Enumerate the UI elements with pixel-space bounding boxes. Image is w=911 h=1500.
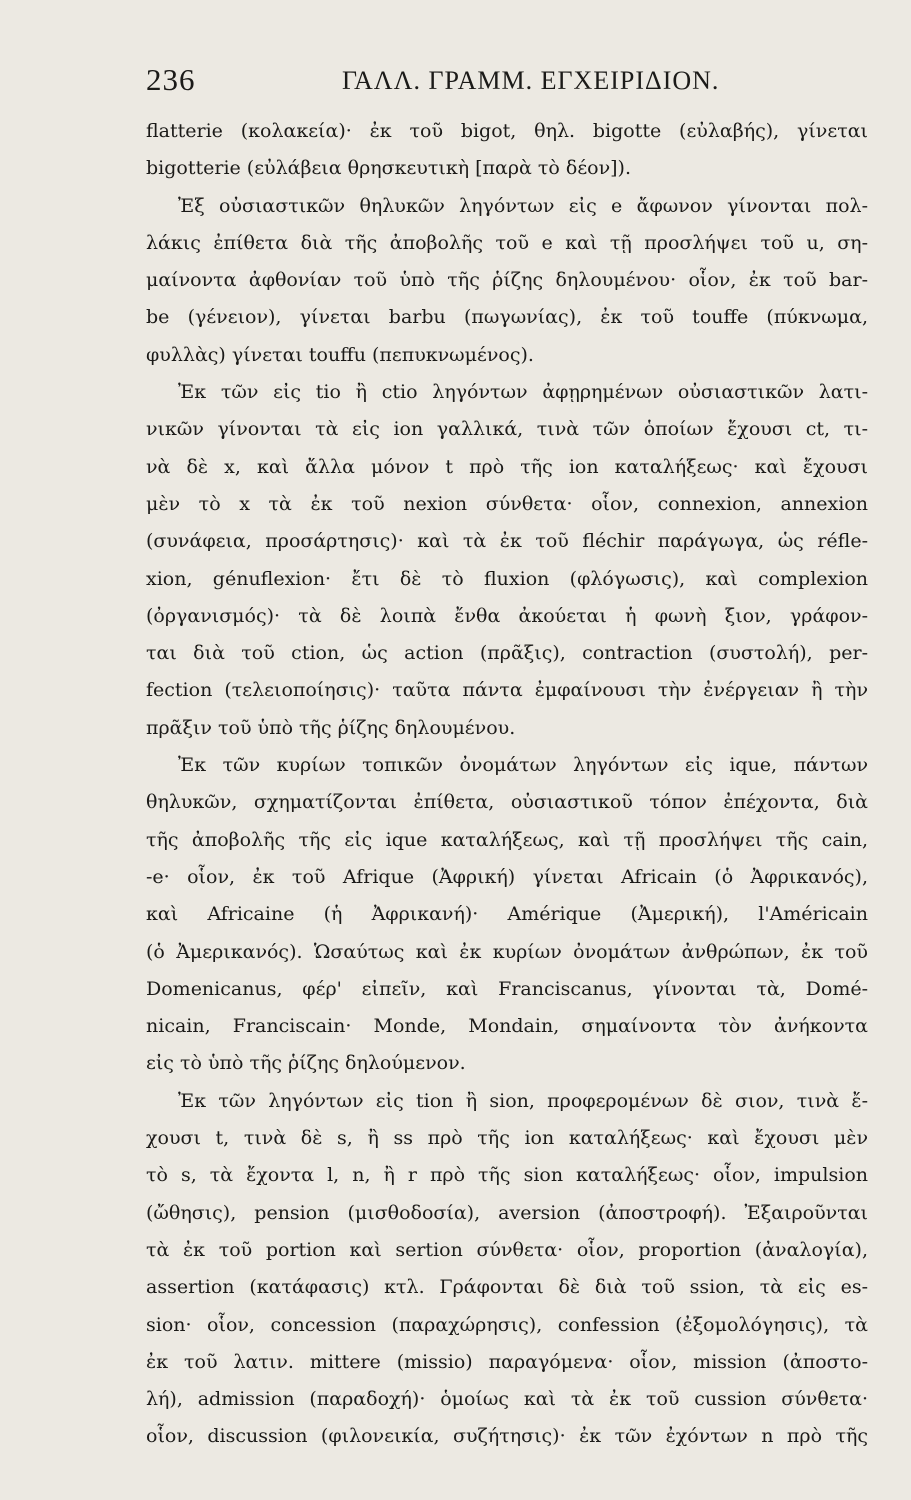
text-line: fection (τελειοποίησις)· ταῦτα πάντα ἐμφαίνουσι τὴν ἐνέργειαν ἢ τὴν (146, 679, 868, 702)
text-line: τὸ s, τὰ ἔχοντα l, n, ἢ r πρὸ τῆς sion καταλήξεως· οἷον, impulsion (146, 1164, 868, 1187)
text-line: χουσι t, τινὰ δὲ s, ἢ ss πρὸ τῆς ion καταλήξεως· καὶ ἔχουσι μὲν (146, 1127, 868, 1150)
text-line: flatterie (κολακεία)· ἐκ τοῦ bigot, θηλ. bigotte (εὐλαβής), γίνεται (146, 120, 868, 142)
text-line: ἐκ τοῦ λατιν. mittere (missio) παραγόμενα· οἷον, mission (ἀποστο- (146, 1350, 868, 1373)
text-line: assertion (κατάφασις) κτλ. Γράφονται δὲ διὰ τοῦ ssion, τὰ εἰς es- (146, 1276, 868, 1299)
text-line: nicain, Franciscain· Monde, Mondain, σημαίνοντα τὸν ἀνήκοντα (146, 1015, 868, 1038)
text-line: Ἐξ οὐσιαστικῶν θηλυκῶν ληγόντων εἰς e ἄφωνον γίνονται πολ- (178, 194, 868, 217)
text-line: λάκις ἐπίθετα διὰ τῆς ἀποβολῆς τοῦ e καὶ τῇ προσλήψει τοῦ u, ση- (146, 231, 868, 254)
text-line: νικῶν γίνονται τὰ εἰς ion γαλλικά, τινὰ τῶν ὁποίων ἔχουσι ct, τι- (146, 418, 868, 441)
text-line: νὰ δὲ x, καὶ ἄλλα μόνον t πρὸ τῆς ion καταλήξεως· καὶ ἔχουσι (146, 455, 868, 478)
text-line: καὶ Africaine (ἡ Ἀφρικανή)· Amérique (Ἀμερική), l'Américain (146, 903, 868, 926)
page-header (146, 62, 866, 102)
text-line: ται διὰ τοῦ ction, ὡς action (πρᾶξις), contraction (συστολή), per- (146, 642, 868, 665)
text-line: (συνάφεια, προσάρτησις)· καὶ τὰ ἐκ τοῦ fléchir παράγωγα, ὡς réfle- (146, 530, 868, 553)
text-line: -e· οἷον, ἐκ τοῦ Afrique (Ἀφρική) γίνεται Africain (ὁ Ἀφρικανός), (146, 865, 868, 888)
text-line: Ἐκ τῶν εἰς tio ἢ ctio ληγόντων ἀφῃρημένων οὐσιαστικῶν λατι- (178, 381, 868, 404)
text-line: οἷον, discussion (φιλονεικία, συζήτησις)· ἐκ τῶν ἐχόντων n πρὸ τῆς (146, 1425, 868, 1448)
text-line: bigotterie (εὐλάβεια θρησκευτικὴ [παρὰ τὸ δέον]). (146, 157, 632, 180)
text-line: τὰ ἐκ τοῦ portion καὶ sertion σύνθετα· οἷον, proportion (ἀναλογία), (146, 1238, 868, 1261)
text-line: μὲν τὸ x τὰ ἐκ τοῦ nexion σύνθετα· οἷον, connexion, annexion (146, 492, 868, 515)
text-line: be (γένειον), γίνεται barbu (πωγωνίας), ἐκ τοῦ touffe (πύκνωμα, (146, 306, 868, 329)
text-line: Ἐκ τῶν ληγόντων εἰς tion ἢ sion, προφερομένων δὲ σιον, τινὰ ἔ- (178, 1089, 868, 1112)
text-line: Ἐκ τῶν κυρίων τοπικῶν ὀνομάτων ληγόντων εἰς ique, πάντων (178, 754, 868, 777)
running-title: ΓΑΛΛ. ΓΡΑΜΜ. ΕΓΧΕΙΡΙΔΙΟΝ. (342, 66, 720, 95)
text-line: Domenicanus, φέρ' εἰπεῖν, καὶ Franciscanus, γίνονται τὰ, Domé- (146, 977, 868, 1000)
text-line: λή), admission (παραδοχή)· ὁμοίως καὶ τὰ ἐκ τοῦ cussion σύνθετα· (146, 1388, 868, 1411)
text-line: θηλυκῶν, σχηματίζονται ἐπίθετα, οὐσιαστικοῦ τόπον ἐπέχοντα, διὰ (146, 791, 868, 814)
page-number: 236 (146, 62, 196, 97)
text-line: xion, génuflexion· ἔτι δὲ τὸ fluxion (φλόγωσις), καὶ complexion (146, 567, 868, 590)
text-line: sion· οἷον, concession (παραχώρησις), confession (ἐξομολόγησις), τὰ (146, 1313, 868, 1336)
text-line: (ὁ Ἀμερικανός). Ὡσαύτως καὶ ἐκ κυρίων ὀνομάτων ἀνθρώπων, ἐκ τοῦ (146, 940, 868, 963)
text-line: (ὀργανισμός)· τὰ δὲ λοιπὰ ἔνθα ἀκούεται ἡ φωνὴ ξιον, γράφον- (146, 604, 868, 627)
text-line: μαίνοντα ἀφθονίαν τοῦ ὑπὸ τῆς ῥίζης δηλουμένου· οἷον, ἐκ τοῦ bar- (146, 269, 868, 292)
text-line: εἰς τὸ ὑπὸ τῆς ῥίζης δηλούμενον. (146, 1052, 466, 1075)
text-line: φυλλὰς) γίνεται touffu (πεπυκνωμένος). (146, 343, 534, 366)
text-line: τῆς ἀποβολῆς τῆς εἰς ique καταλήξεως, καὶ τῇ προσλήψει τῆς cain, (146, 828, 868, 851)
text-line: πρᾶξιν τοῦ ὑπὸ τῆς ῥίζης δηλουμένου. (146, 716, 516, 739)
body-text (146, 113, 868, 1456)
text-line: (ὤθησις), pension (μισθοδοσία), aversion (ἀποστροφή). Ἐξαιροῦνται (146, 1201, 868, 1224)
